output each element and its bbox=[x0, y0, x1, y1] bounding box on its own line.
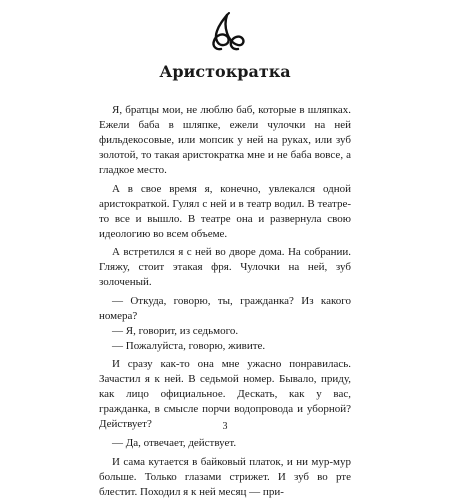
chapter-title: Аристократка bbox=[159, 62, 291, 81]
dialogue-line: — Откуда, говорю, ты, гражданка? Из какого номера? bbox=[99, 294, 351, 322]
paragraph: И сама кутается в байковый платок, и ни мур-мур больше. Только глазами стрижет. И зуб во рте блестит. Походил я к ней месяц — при- bbox=[99, 455, 351, 498]
dialogue-line: — Пожалуйста, говорю, живите. bbox=[112, 339, 266, 352]
paragraph: А в свое время я, конечно, увлекался одной аристократкой. Гулял с ней и в театр водил. В театре-то все и вышло. В театре она и развернула свою идеологию во всем объеме. bbox=[99, 182, 351, 240]
dialogue-line: — Я, говорит, из седьмого. bbox=[112, 324, 239, 337]
paragraph: Я, братцы мои, не люблю баб, которые в шляпках. Ежели баба в шляпке, ежели чулочки на ней фильдекосовые, или мопсик у ней на руках, или зуб золотой, то такая аристократка мне и не баба вовсе, а гладкое место. bbox=[99, 104, 351, 176]
story-text bbox=[99, 103, 351, 503]
dialogue-line: — Да, отвечает, действует. bbox=[112, 436, 237, 449]
paragraph: И сразу как-то она мне ужасно понравилась. Зачастил я к ней. В седьмой номер. Бывало, приду, как лицо официальное. Дескать, как у вас, гражданка, в смысле порчи водопровода и уборной? Действует? bbox=[99, 358, 351, 431]
fleuron-ornament-icon bbox=[208, 12, 246, 52]
page-number: 3 bbox=[222, 421, 228, 432]
paragraph: А встретился я с ней во дворе дома. На собрании. Гляжу, стоит этакая фря. Чулочки на ней, зуб золоченый. bbox=[99, 246, 351, 289]
